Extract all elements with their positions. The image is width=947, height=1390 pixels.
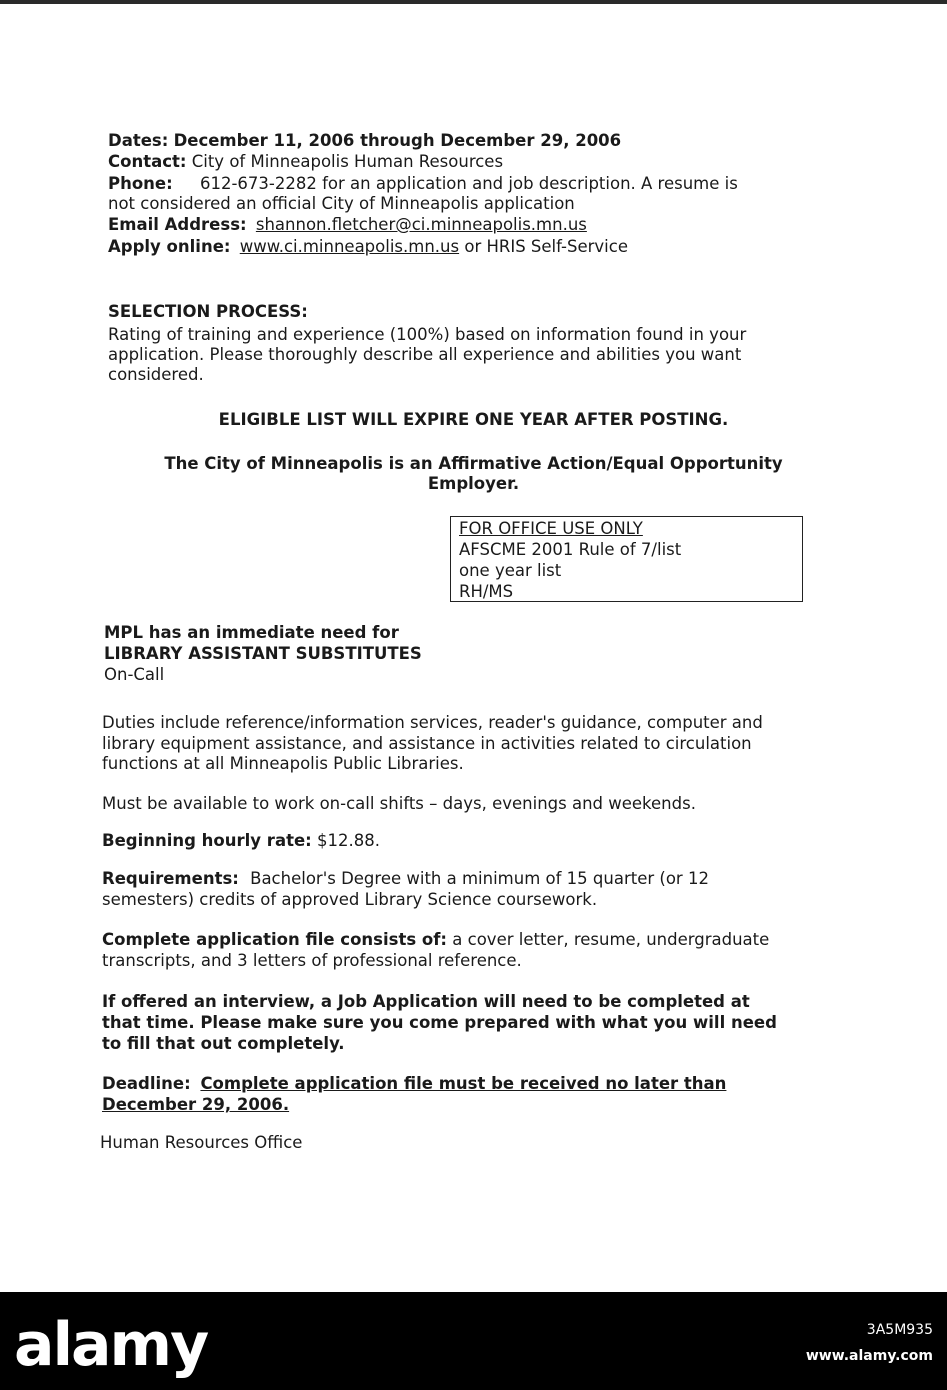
alamy-logo: alamy — [14, 1310, 208, 1380]
email-label: Email Address: — [108, 215, 247, 234]
apply-rest: or HRIS Self-Service — [464, 237, 628, 256]
office-use-title: FOR OFFICE USE ONLY — [459, 519, 643, 538]
office-use-line: AFSCME 2001 Rule of 7/list — [459, 540, 682, 559]
selection-heading: SELECTION PROCESS: — [108, 302, 308, 321]
eeo-notice: The City of Minneapolis is an Affirmative Action/Equal Opportunity — [164, 454, 783, 473]
dates-line — [108, 130, 621, 151]
duties-text: Duties include reference/information services, reader's guidance, computer and — [102, 713, 763, 732]
selection-text: Rating of training and experience (100%) based on information found in your — [108, 325, 747, 344]
apply-line — [108, 236, 628, 257]
requirements-label: Requirements: — [102, 869, 239, 888]
email-line — [108, 214, 587, 235]
application-file-text: transcripts, and 3 letters of professional reference. — [102, 951, 522, 970]
application-file-label: Complete application file consists of: — [102, 930, 448, 949]
contact-label: Contact: — [108, 152, 187, 171]
interview-notice: to fill that out completely. — [102, 1034, 345, 1053]
office-use-box — [450, 516, 803, 602]
watermark-footer — [0, 1292, 947, 1390]
phone-value-continued: not considered an official City of Minneapolis application — [108, 194, 575, 213]
signoff: Human Resources Office — [100, 1133, 303, 1152]
interview-notice: that time. Please make sure you come prepared with what you will need — [102, 1013, 777, 1032]
availability-text: Must be available to work on-call shifts – days, evenings and weekends. — [102, 794, 696, 813]
application-file-line — [102, 929, 769, 950]
watermark-site: www.alamy.com — [805, 1348, 933, 1364]
dates-label: Dates: — [108, 131, 169, 150]
requirements-line — [102, 868, 709, 889]
deadline-text: Complete application file must be received no later than — [200, 1074, 727, 1093]
phone-line — [108, 173, 738, 194]
apply-link[interactable]: www.ci.minneapolis.mn.us — [239, 237, 460, 256]
rate-label: Beginning hourly rate: — [102, 831, 312, 850]
apply-label: Apply online: — [108, 237, 231, 256]
selection-text: application. Please thoroughly describe all experience and abilities you want — [108, 345, 742, 364]
duties-text: functions at all Minneapolis Public Libraries. — [102, 754, 464, 773]
office-use-line: one year list — [459, 561, 562, 580]
job-title: LIBRARY ASSISTANT SUBSTITUTES — [104, 644, 422, 663]
image-id: 3A5M935 — [866, 1322, 933, 1338]
email-link[interactable]: shannon.fletcher@ci.minneapolis.mn.us — [255, 215, 587, 234]
phone-value: 612-673-2282 for an application and job description. A resume is — [199, 174, 738, 193]
office-use-line: RH/MS — [459, 582, 514, 601]
rate-line — [102, 830, 380, 851]
deadline-label: Deadline: — [102, 1074, 191, 1093]
rate-value: $12.88. — [317, 831, 380, 850]
interview-notice: If offered an interview, a Job Application will need to be completed at — [102, 992, 750, 1011]
job-subtitle: On-Call — [104, 665, 165, 684]
phone-label: Phone: — [108, 174, 173, 193]
application-file-text: a cover letter, resume, undergraduate — [452, 930, 770, 949]
eligible-list-notice: ELIGIBLE LIST WILL EXPIRE ONE YEAR AFTER POSTING. — [218, 410, 729, 429]
selection-text: considered. — [108, 365, 204, 384]
requirements-text: Bachelor's Degree with a minimum of 15 quarter (or 12 — [250, 869, 709, 888]
deadline-line — [102, 1073, 726, 1094]
contact-value: City of Minneapolis Human Resources — [191, 152, 504, 171]
eeo-notice-continued: Employer. — [427, 474, 520, 493]
dates-value: December 11, 2006 through December 29, 2006 — [173, 131, 622, 150]
contact-line — [108, 151, 503, 172]
deadline-date: December 29, 2006. — [102, 1095, 290, 1114]
posting-heading: MPL has an immediate need for — [104, 623, 399, 642]
requirements-text: semesters) credits of approved Library Science coursework. — [102, 890, 598, 909]
duties-text: library equipment assistance, and assistance in activities related to circulation — [102, 734, 752, 753]
